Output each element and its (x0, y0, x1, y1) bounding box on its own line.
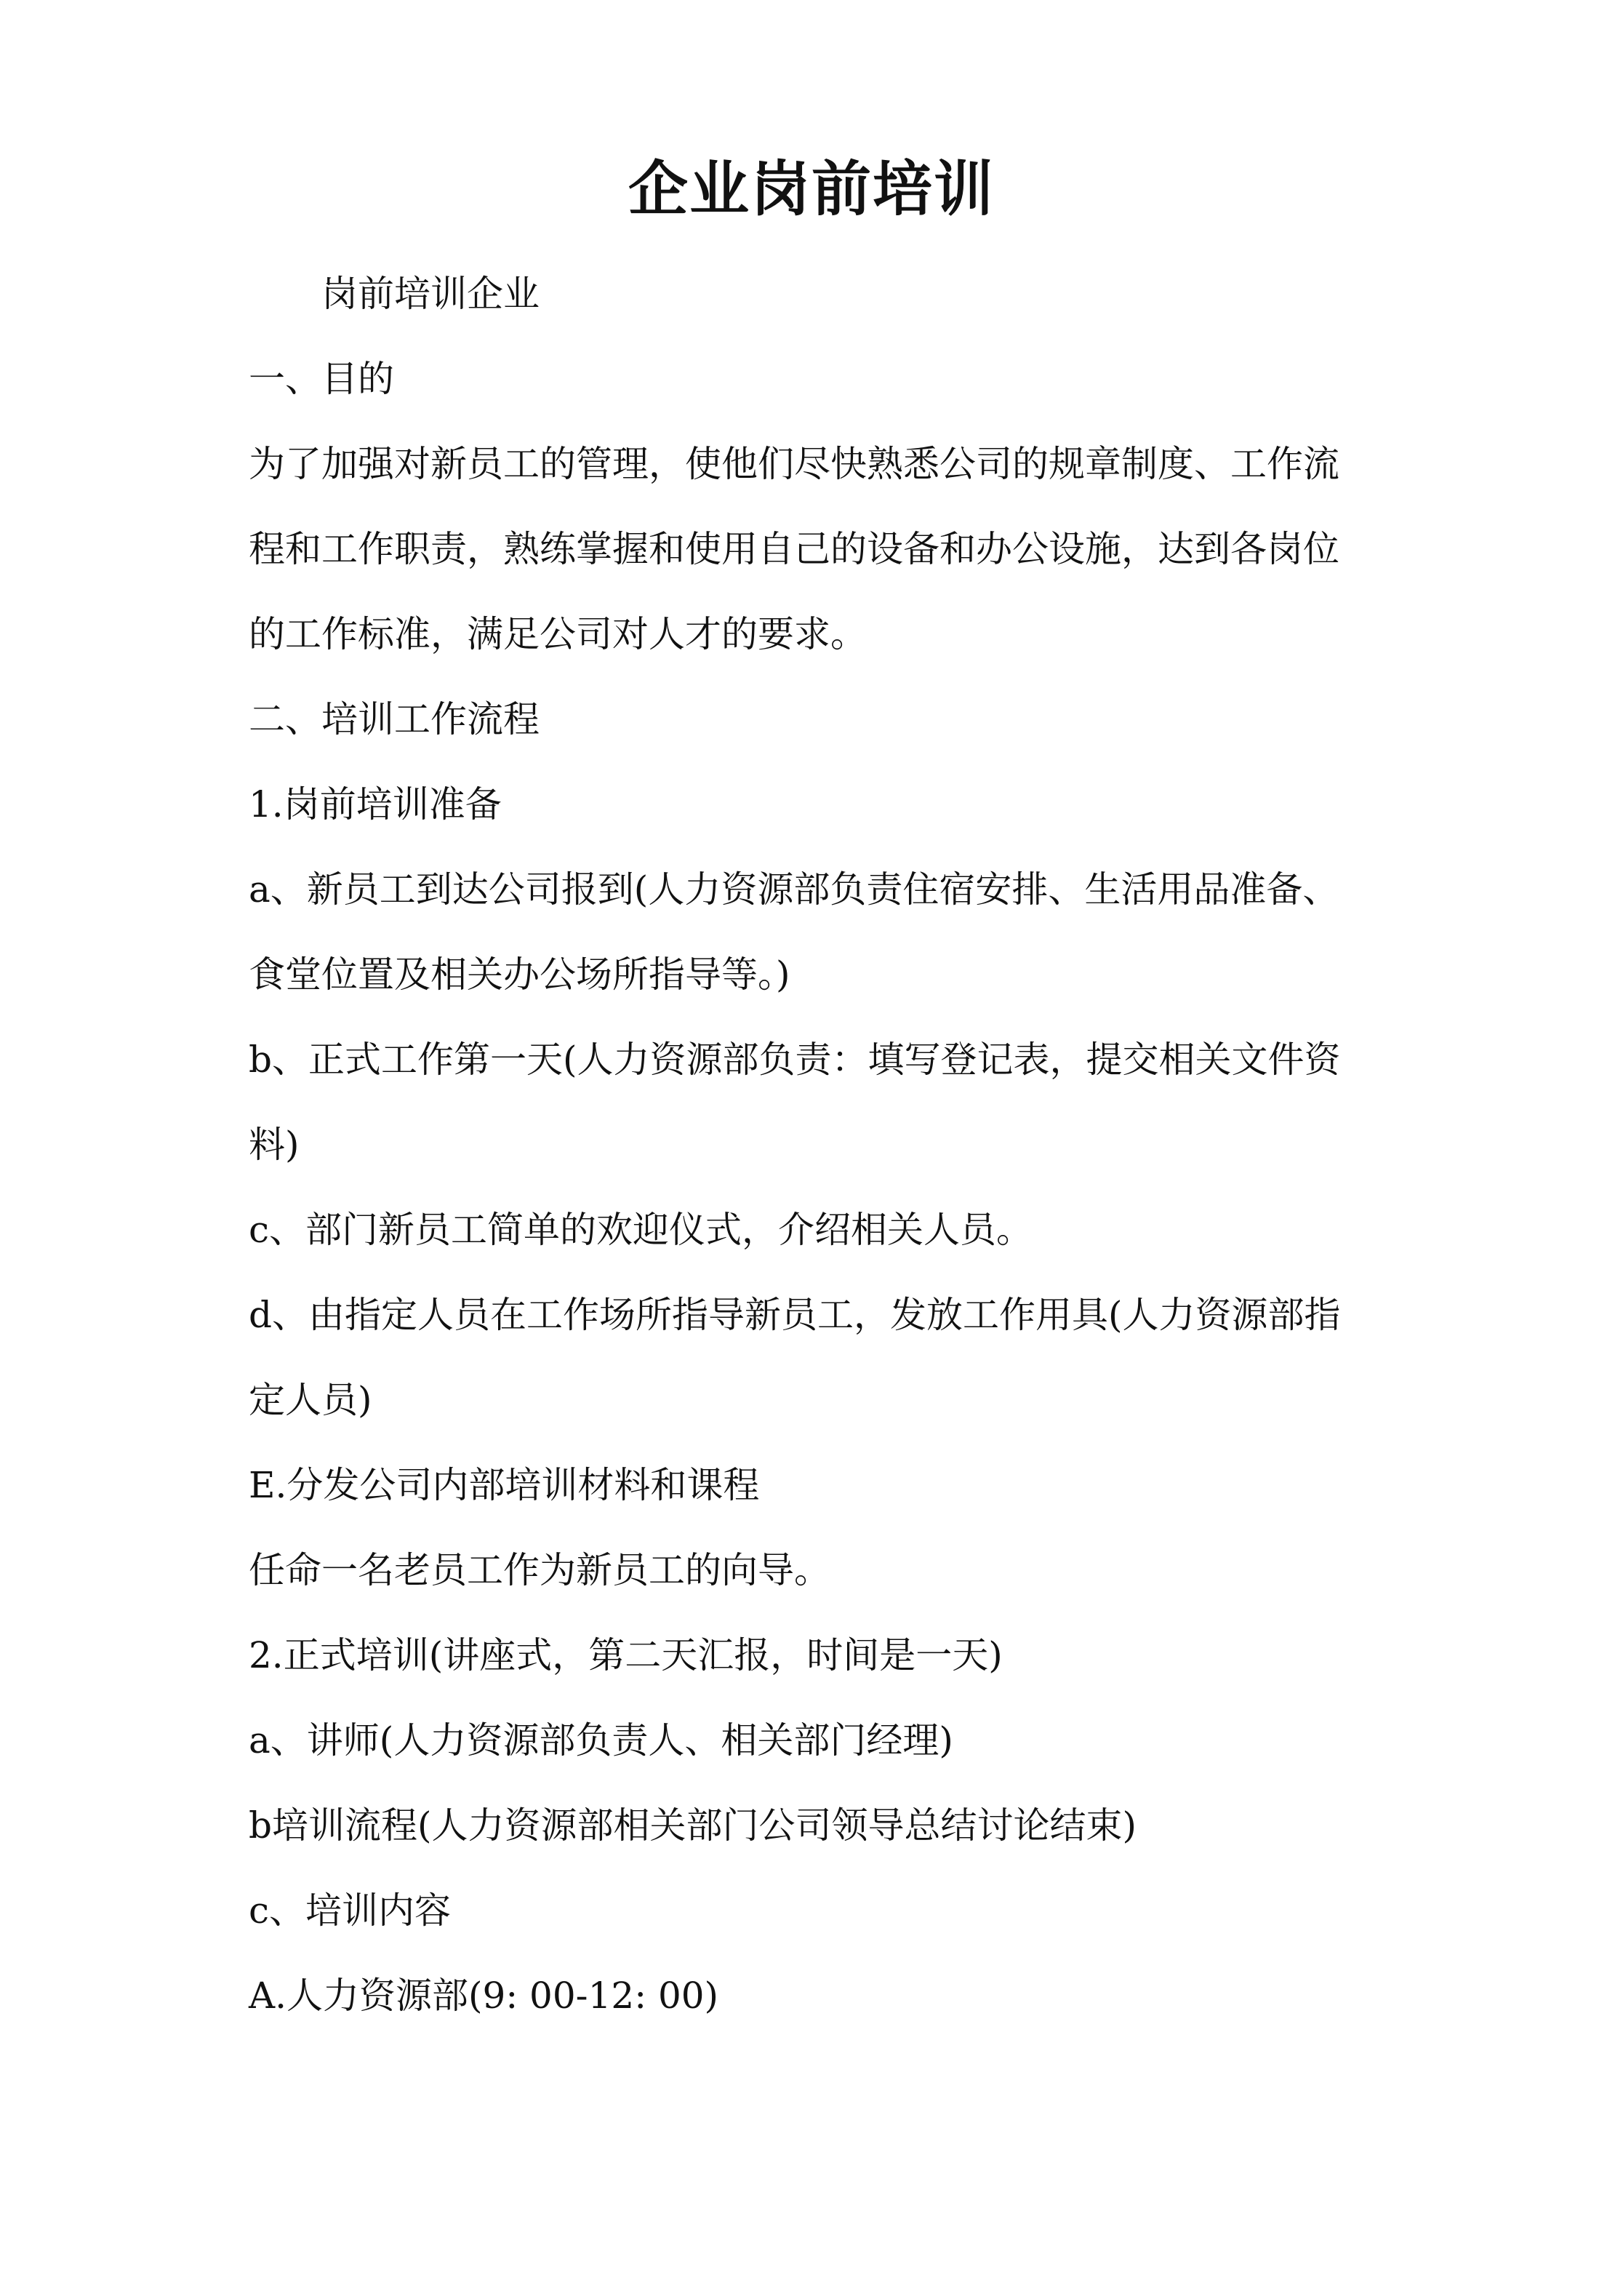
paragraph-line: 的工作标准，满足公司对人才的要求。 (249, 613, 867, 655)
paragraph-line: a、新员工到达公司报到(人力资源部负责住宿安排、生活用品准备、 (249, 868, 1339, 911)
paragraph-line: 定人员) (249, 1379, 372, 1421)
subsection-heading: 2.正式培训(讲座式，第二天汇报，时间是一天) (249, 1634, 1003, 1676)
paragraph-line: E.分发公司内部培训材料和课程 (249, 1464, 760, 1506)
paragraph-line: 程和工作职责，熟练掌握和使用自己的设备和办公设施，达到各岗位 (249, 528, 1339, 570)
subtitle-line: 岗前培训企业 (321, 273, 540, 315)
document-title: 企业岗前培训 (628, 154, 995, 224)
paragraph-line: c、培训内容 (249, 1889, 452, 1932)
paragraph-line: 任命一名老员工作为新员工的向导。 (249, 1549, 830, 1591)
paragraph-line: A.人力资源部(9: 00-12: 00) (249, 1975, 719, 2017)
paragraph-line: a、讲师(人力资源部负责人、相关部门经理) (249, 1719, 953, 1761)
paragraph-line: 料) (249, 1124, 300, 1166)
section-heading-process: 二、培训工作流程 (249, 698, 540, 740)
document-body (249, 252, 1383, 2039)
subsection-heading: 1.岗前培训准备 (249, 783, 502, 825)
paragraph-line: 为了加强对新员工的管理，使他们尽快熟悉公司的规章制度、工作流 (249, 443, 1339, 485)
section-heading-purpose: 一、目的 (249, 358, 394, 400)
paragraph-line: 食堂位置及相关办公场所指导等。) (249, 953, 790, 996)
paragraph-line: b、正式工作第一天(人力资源部负责：填写登记表，提交相关文件资 (249, 1039, 1341, 1081)
paragraph-line: c、部门新员工简单的欢迎仪式，介绍相关人员。 (249, 1209, 1033, 1251)
paragraph-line: b培训流程(人力资源部相关部门公司领导总结讨论结束) (249, 1804, 1137, 1847)
paragraph-line: d、由指定人员在工作场所指导新员工，发放工作用具(人力资源部指 (249, 1294, 1341, 1336)
